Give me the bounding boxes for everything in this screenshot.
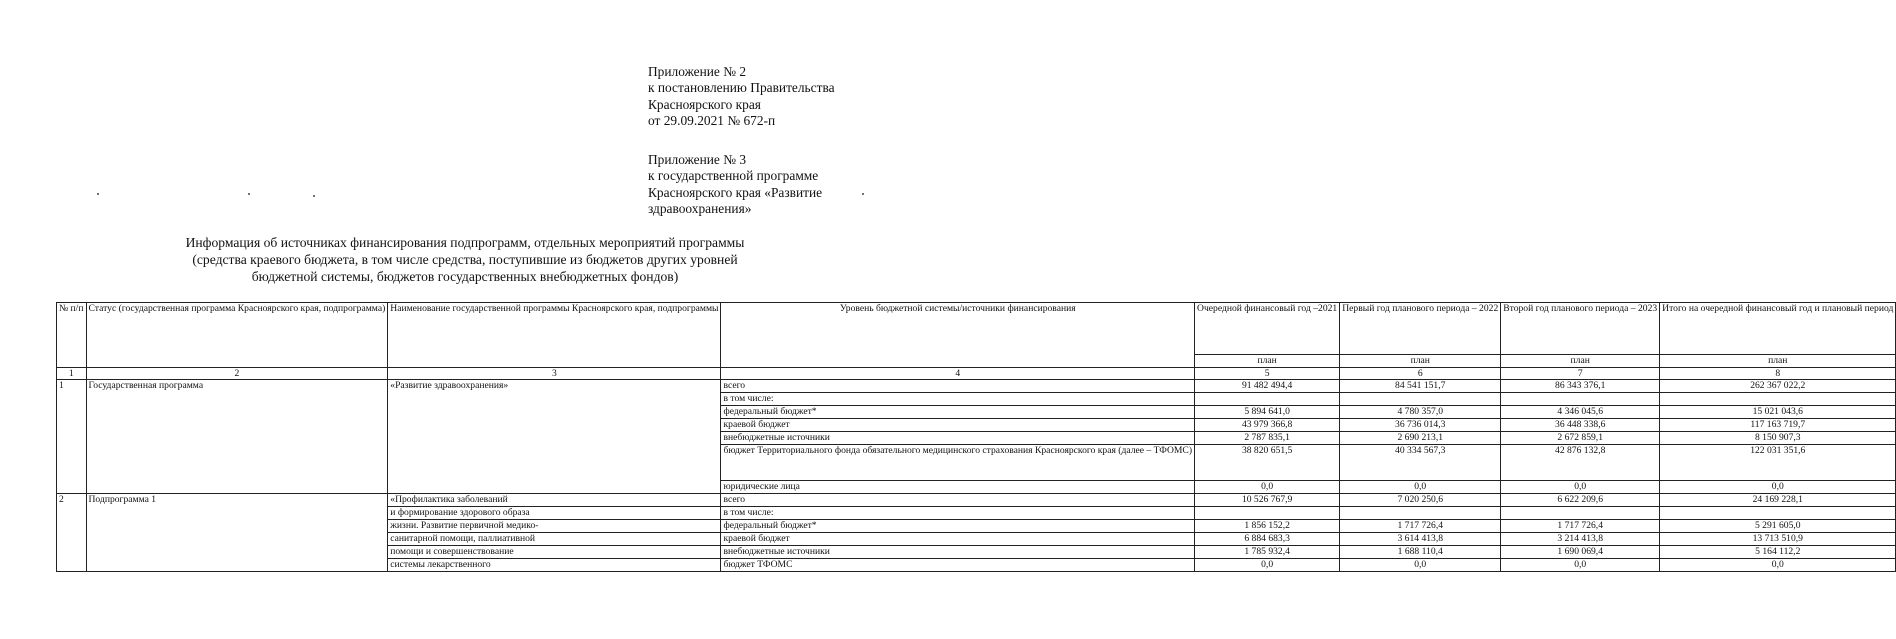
header-line: к постановлению Правительства bbox=[648, 80, 835, 96]
subprogram-name-line: «Профилактика заболеваний bbox=[388, 494, 721, 507]
value-2021: 2 787 835,1 bbox=[1195, 432, 1340, 445]
value-2023: 0,0 bbox=[1501, 559, 1660, 572]
value-2021: 38 820 651,5 bbox=[1195, 445, 1340, 481]
row-num: 1 bbox=[57, 380, 87, 494]
financing-table bbox=[56, 302, 1896, 572]
value-2023: 6 622 209,6 bbox=[1501, 494, 1660, 507]
scan-speck bbox=[313, 195, 315, 197]
value-2023: 1 717 726,4 bbox=[1501, 520, 1660, 533]
value-2022: 3 614 413,8 bbox=[1340, 533, 1501, 546]
value-total: 5 164 112,2 bbox=[1660, 546, 1896, 559]
header-line: Красноярского края bbox=[648, 96, 761, 112]
value-2022: 0,0 bbox=[1340, 559, 1501, 572]
source-label: всего bbox=[721, 494, 1195, 507]
row-status: Подпрограмма 1 bbox=[86, 494, 388, 572]
plan-label: план bbox=[1501, 355, 1660, 368]
appendix-2-header bbox=[648, 64, 835, 130]
col-number: 5 bbox=[1195, 368, 1340, 380]
source-label: федеральный бюджет* bbox=[721, 406, 1195, 419]
col-number: 6 bbox=[1340, 368, 1501, 380]
document-title bbox=[120, 235, 810, 285]
col-number: 2 bbox=[86, 368, 388, 380]
header-line: Приложение № 3 bbox=[648, 152, 747, 167]
value-total bbox=[1660, 507, 1896, 520]
plan-label: план bbox=[1660, 355, 1896, 368]
value-2022: 1 717 726,4 bbox=[1340, 520, 1501, 533]
value-2023 bbox=[1501, 393, 1660, 406]
value-2022: 1 688 110,4 bbox=[1340, 546, 1501, 559]
source-label: внебюджетные источники bbox=[721, 432, 1195, 445]
header-line: к государственной программе bbox=[648, 168, 819, 184]
table-row bbox=[57, 380, 1896, 393]
row-status: Государственная программа bbox=[86, 380, 388, 494]
value-total bbox=[1660, 393, 1896, 406]
header-row bbox=[57, 303, 1896, 355]
value-2022: 36 736 014,3 bbox=[1340, 419, 1501, 432]
value-total: 5 291 605,0 bbox=[1660, 520, 1896, 533]
header-name: Наименование государственной программы Красноярского края, подпрограммы bbox=[388, 303, 721, 368]
value-2022: 7 020 250,6 bbox=[1340, 494, 1501, 507]
header-num: № п/п bbox=[57, 303, 87, 368]
header-line: от 29.09.2021 № 672-п bbox=[648, 113, 776, 129]
value-total: 15 021 043,6 bbox=[1660, 406, 1896, 419]
value-total: 117 163 719,7 bbox=[1660, 419, 1896, 432]
plan-label: план bbox=[1195, 355, 1340, 368]
col-number: 1 bbox=[57, 368, 87, 380]
value-2022: 4 780 357,0 bbox=[1340, 406, 1501, 419]
value-2021: 1 856 152,2 bbox=[1195, 520, 1340, 533]
value-2023 bbox=[1501, 507, 1660, 520]
header-status: Статус (государственная программа Красноярского края, подпрограмма) bbox=[86, 303, 388, 368]
value-2021: 0,0 bbox=[1195, 481, 1340, 494]
header-level: Уровень бюджетной системы/источники финансирования bbox=[721, 303, 1195, 368]
source-label: краевой бюджет bbox=[721, 419, 1195, 432]
title-line: бюджетной системы, бюджетов государственных внебюджетных фондов) bbox=[251, 268, 679, 284]
header-2021: Очередной финансовый год –2021 bbox=[1195, 303, 1340, 355]
value-2021: 0,0 bbox=[1195, 559, 1340, 572]
value-2022: 0,0 bbox=[1340, 481, 1501, 494]
value-2021: 43 979 366,8 bbox=[1195, 419, 1340, 432]
subprogram-name-line: помощи и совершенствование bbox=[388, 546, 721, 559]
value-2022: 2 690 213,1 bbox=[1340, 432, 1501, 445]
value-2022: 84 541 151,7 bbox=[1340, 380, 1501, 393]
header-line: Приложение № 2 bbox=[648, 64, 747, 79]
value-2023: 0,0 bbox=[1501, 481, 1660, 494]
value-2023: 3 214 413,8 bbox=[1501, 533, 1660, 546]
value-total: 0,0 bbox=[1660, 481, 1896, 494]
value-2022 bbox=[1340, 507, 1501, 520]
header-line: Красноярского края «Развитие bbox=[648, 184, 823, 200]
source-label: краевой бюджет bbox=[721, 533, 1195, 546]
source-label: бюджет ТФОМС bbox=[721, 559, 1195, 572]
value-2021: 91 482 494,4 bbox=[1195, 380, 1340, 393]
value-2021: 1 785 932,4 bbox=[1195, 546, 1340, 559]
table-row bbox=[57, 494, 1896, 507]
source-label: юридические лица bbox=[721, 481, 1195, 494]
value-total: 0,0 bbox=[1660, 559, 1896, 572]
scan-speck bbox=[97, 193, 99, 195]
header-2022: Первый год планового периода – 2022 bbox=[1340, 303, 1501, 355]
value-2023: 4 346 045,6 bbox=[1501, 406, 1660, 419]
subprogram-name-line: жизни. Развитие первичной медико- bbox=[388, 520, 721, 533]
value-2021 bbox=[1195, 507, 1340, 520]
scan-speck bbox=[248, 193, 250, 195]
value-total: 13 713 510,9 bbox=[1660, 533, 1896, 546]
header-2023: Второй год планового периода – 2023 bbox=[1501, 303, 1660, 355]
col-number: 8 bbox=[1660, 368, 1896, 380]
source-label: в том числе: bbox=[721, 393, 1195, 406]
subprogram-name-line: санитарной помощи, паллиативной bbox=[388, 533, 721, 546]
value-2023: 36 448 338,6 bbox=[1501, 419, 1660, 432]
plan-label: план bbox=[1340, 355, 1501, 368]
value-2023: 42 876 132,8 bbox=[1501, 445, 1660, 481]
title-line: Информация об источниках финансирования подпрограмм, отдельных мероприятий программы bbox=[185, 235, 745, 250]
source-label: федеральный бюджет* bbox=[721, 520, 1195, 533]
scan-speck bbox=[862, 193, 864, 195]
source-label: внебюджетные источники bbox=[721, 546, 1195, 559]
value-2021: 6 884 683,3 bbox=[1195, 533, 1340, 546]
col-number: 7 bbox=[1501, 368, 1660, 380]
value-2021 bbox=[1195, 393, 1340, 406]
col-number: 4 bbox=[721, 368, 1195, 380]
value-total: 24 169 228,1 bbox=[1660, 494, 1896, 507]
value-2021: 5 894 641,0 bbox=[1195, 406, 1340, 419]
row-num: 2 bbox=[57, 494, 87, 572]
subprogram-name-line: системы лекарственного bbox=[388, 559, 721, 572]
source-label: всего bbox=[721, 380, 1195, 393]
value-2023: 86 343 376,1 bbox=[1501, 380, 1660, 393]
source-label: бюджет Территориального фонда обязательного медицинского страхования Красноярского края (далее – ТФОМС) bbox=[721, 445, 1195, 481]
col-number: 3 bbox=[388, 368, 721, 380]
source-label: в том числе: bbox=[721, 507, 1195, 520]
title-line: (средства краевого бюджета, в том числе средства, поступившие из бюджетов других уровней bbox=[192, 251, 738, 267]
subprogram-name-line: и формирование здорового образа bbox=[388, 507, 721, 520]
value-2023: 1 690 069,4 bbox=[1501, 546, 1660, 559]
value-2022 bbox=[1340, 393, 1501, 406]
appendix-3-header bbox=[648, 152, 822, 218]
row-program-name: «Развитие здравоохранения» bbox=[388, 380, 721, 494]
value-2021: 10 526 767,9 bbox=[1195, 494, 1340, 507]
value-total: 262 367 022,2 bbox=[1660, 380, 1896, 393]
value-2022: 40 334 567,3 bbox=[1340, 445, 1501, 481]
value-total: 122 031 351,6 bbox=[1660, 445, 1896, 481]
header-total: Итого на очередной финансовый год и плановый период bbox=[1660, 303, 1896, 355]
column-numbers-row bbox=[57, 368, 1896, 380]
value-2023: 2 672 859,1 bbox=[1501, 432, 1660, 445]
value-total: 8 150 907,3 bbox=[1660, 432, 1896, 445]
header-line: здравоохранения» bbox=[648, 201, 752, 217]
